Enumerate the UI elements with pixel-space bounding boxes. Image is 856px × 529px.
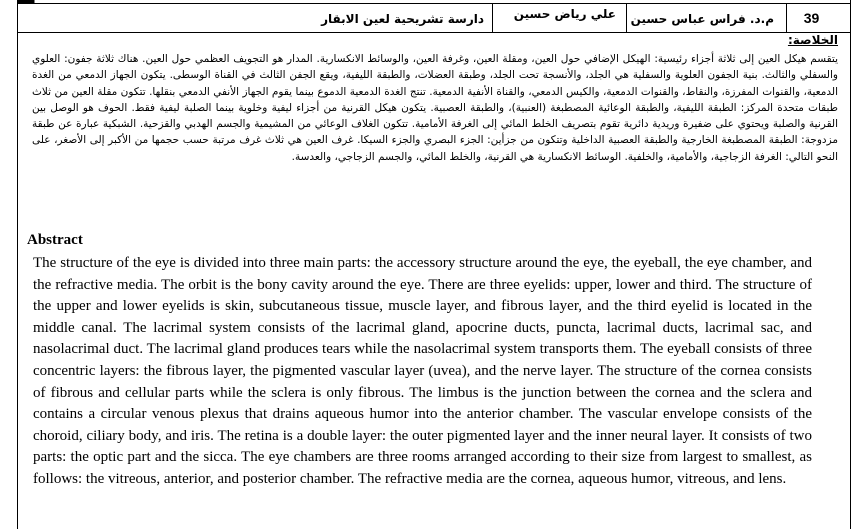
author-2: علي رياض حسين — [513, 7, 616, 21]
author-1: م.د. فراس عباس حسين — [630, 12, 774, 26]
header-author2-cell — [492, 4, 626, 32]
arabic-abstract-text: يتقسم هيكل العين إلى ثلاثة أجزاء رئيسية: الهيكل الإضافي حول العين، ومقلة العين، وغرفة العين، والوسائط الانكسارية. المدار هو التجويف العظمي حول العين. هناك ثلاثة جفون: العلوي والسفلي والثالث. بنية الجفون العلوية والسفلية هي الجلد، والأنسجة تحت الجلد، وطبقة العضلات، والطبقة الليفية، ويقع الجفن الثالث في القناة الوسطى. يتكون الجهاز الدمعي من الغدة الدمعية، والقنوات المفرزة، والنقاط، والقنوات الدمعية، والكيس الدمعي، والقناة الأنفية الدمعية. تنتج الغدة الدمعية الدموع بينما يقوم الجهاز الأنفي الدمعي بنقلها. تتكون مقلة العين من ثلاث طبقات متحدة المركز: الطبقة الليفية، والطبقة الوعائية المصطبغة (العنبية)، والطبقة العصبية. يتكون هيكل القرنية من أجزاء ليفية وخلوية بينما الصلبة ليفية فقط. الحوف هو الوصل بين القرنية والصلبة ويحتوي على ضفيرة وريدية دائرية تقوم بتصريف الخلط المائي إلى الغرفة الأمامية. تتكون الغلاف الوعائي من المشيمية والجسم الهدبي والقزحية. الشبكية عبارة عن طبقة مزدوجة: الطبقة المصطبغة الخارجية والطبقة العصبية الداخلية وتتكون من جزأين: الجزء البصري والجزء السيكا. غرف العين هي ثلاث غرف مرتبة حسب حجمها من الأكبر إلى الأصغر، على النحو التالي: الغرفة الزجاجية، والأمامية، والخلفية. الوسائط الانكسارية هي القرنية، والخلط المائي، والجسم الزجاجي، والعدسة. — [32, 53, 838, 163]
arabic-abstract-heading: الخلاصة: — [787, 33, 838, 47]
page-number: 39 — [803, 10, 820, 26]
header-table — [18, 3, 850, 33]
document-page — [17, 0, 851, 529]
header-author1-cell — [626, 4, 786, 32]
english-abstract-heading: Abstract — [27, 232, 83, 248]
paper-title: دارسة تشريحية لعين الابقار — [321, 12, 484, 26]
header-title-cell — [18, 4, 492, 32]
english-abstract-text: The structure of the eye is divided into three main parts: the accessory structure around the eye, the eyeball, the eye chamber, and the refractive media. The orbit is the bony cavity around the eye. There are three eyelids: upper, lower and third. The structure of the upper and lower eyelids is skin, subcutaneous tissue, muscle layer, and fibrous layer, and the third eyelid is located in the middle canal. The lacrimal system consists of the lacrimal gland, apocrine ducts, puncta, lacrimal ducts, lacrimal sac, and nasolacrimal duct. The lacrimal gland produces tears while the nasolacrimal system transports them. The eyeball consists of three concentric layers: the fibrous layer, the pigmented vascular layer (uvea), and the nerve layer. The structure of the cornea consists of fibrous and cellular parts while the sclera is only fibrous. The limbus is the junction between the cornea and the sclera and contains a circular venous plexus that drains aqueous humor into the anterior chamber. The vascular envelope consists of the choroid, ciliary body, and iris. The retina is a double layer: the outer pigmented layer and the inner neural layer. It consists of two parts: the optic part and the sicca. The eye chambers are three rooms arranged according to their size from largest to smallest, as follows: the vitreous, anterior, and posterior chamber. The refractive media are the cornea, aqueous humor, vitreous, and lens. — [33, 255, 812, 487]
header-page-number-cell — [786, 4, 850, 32]
